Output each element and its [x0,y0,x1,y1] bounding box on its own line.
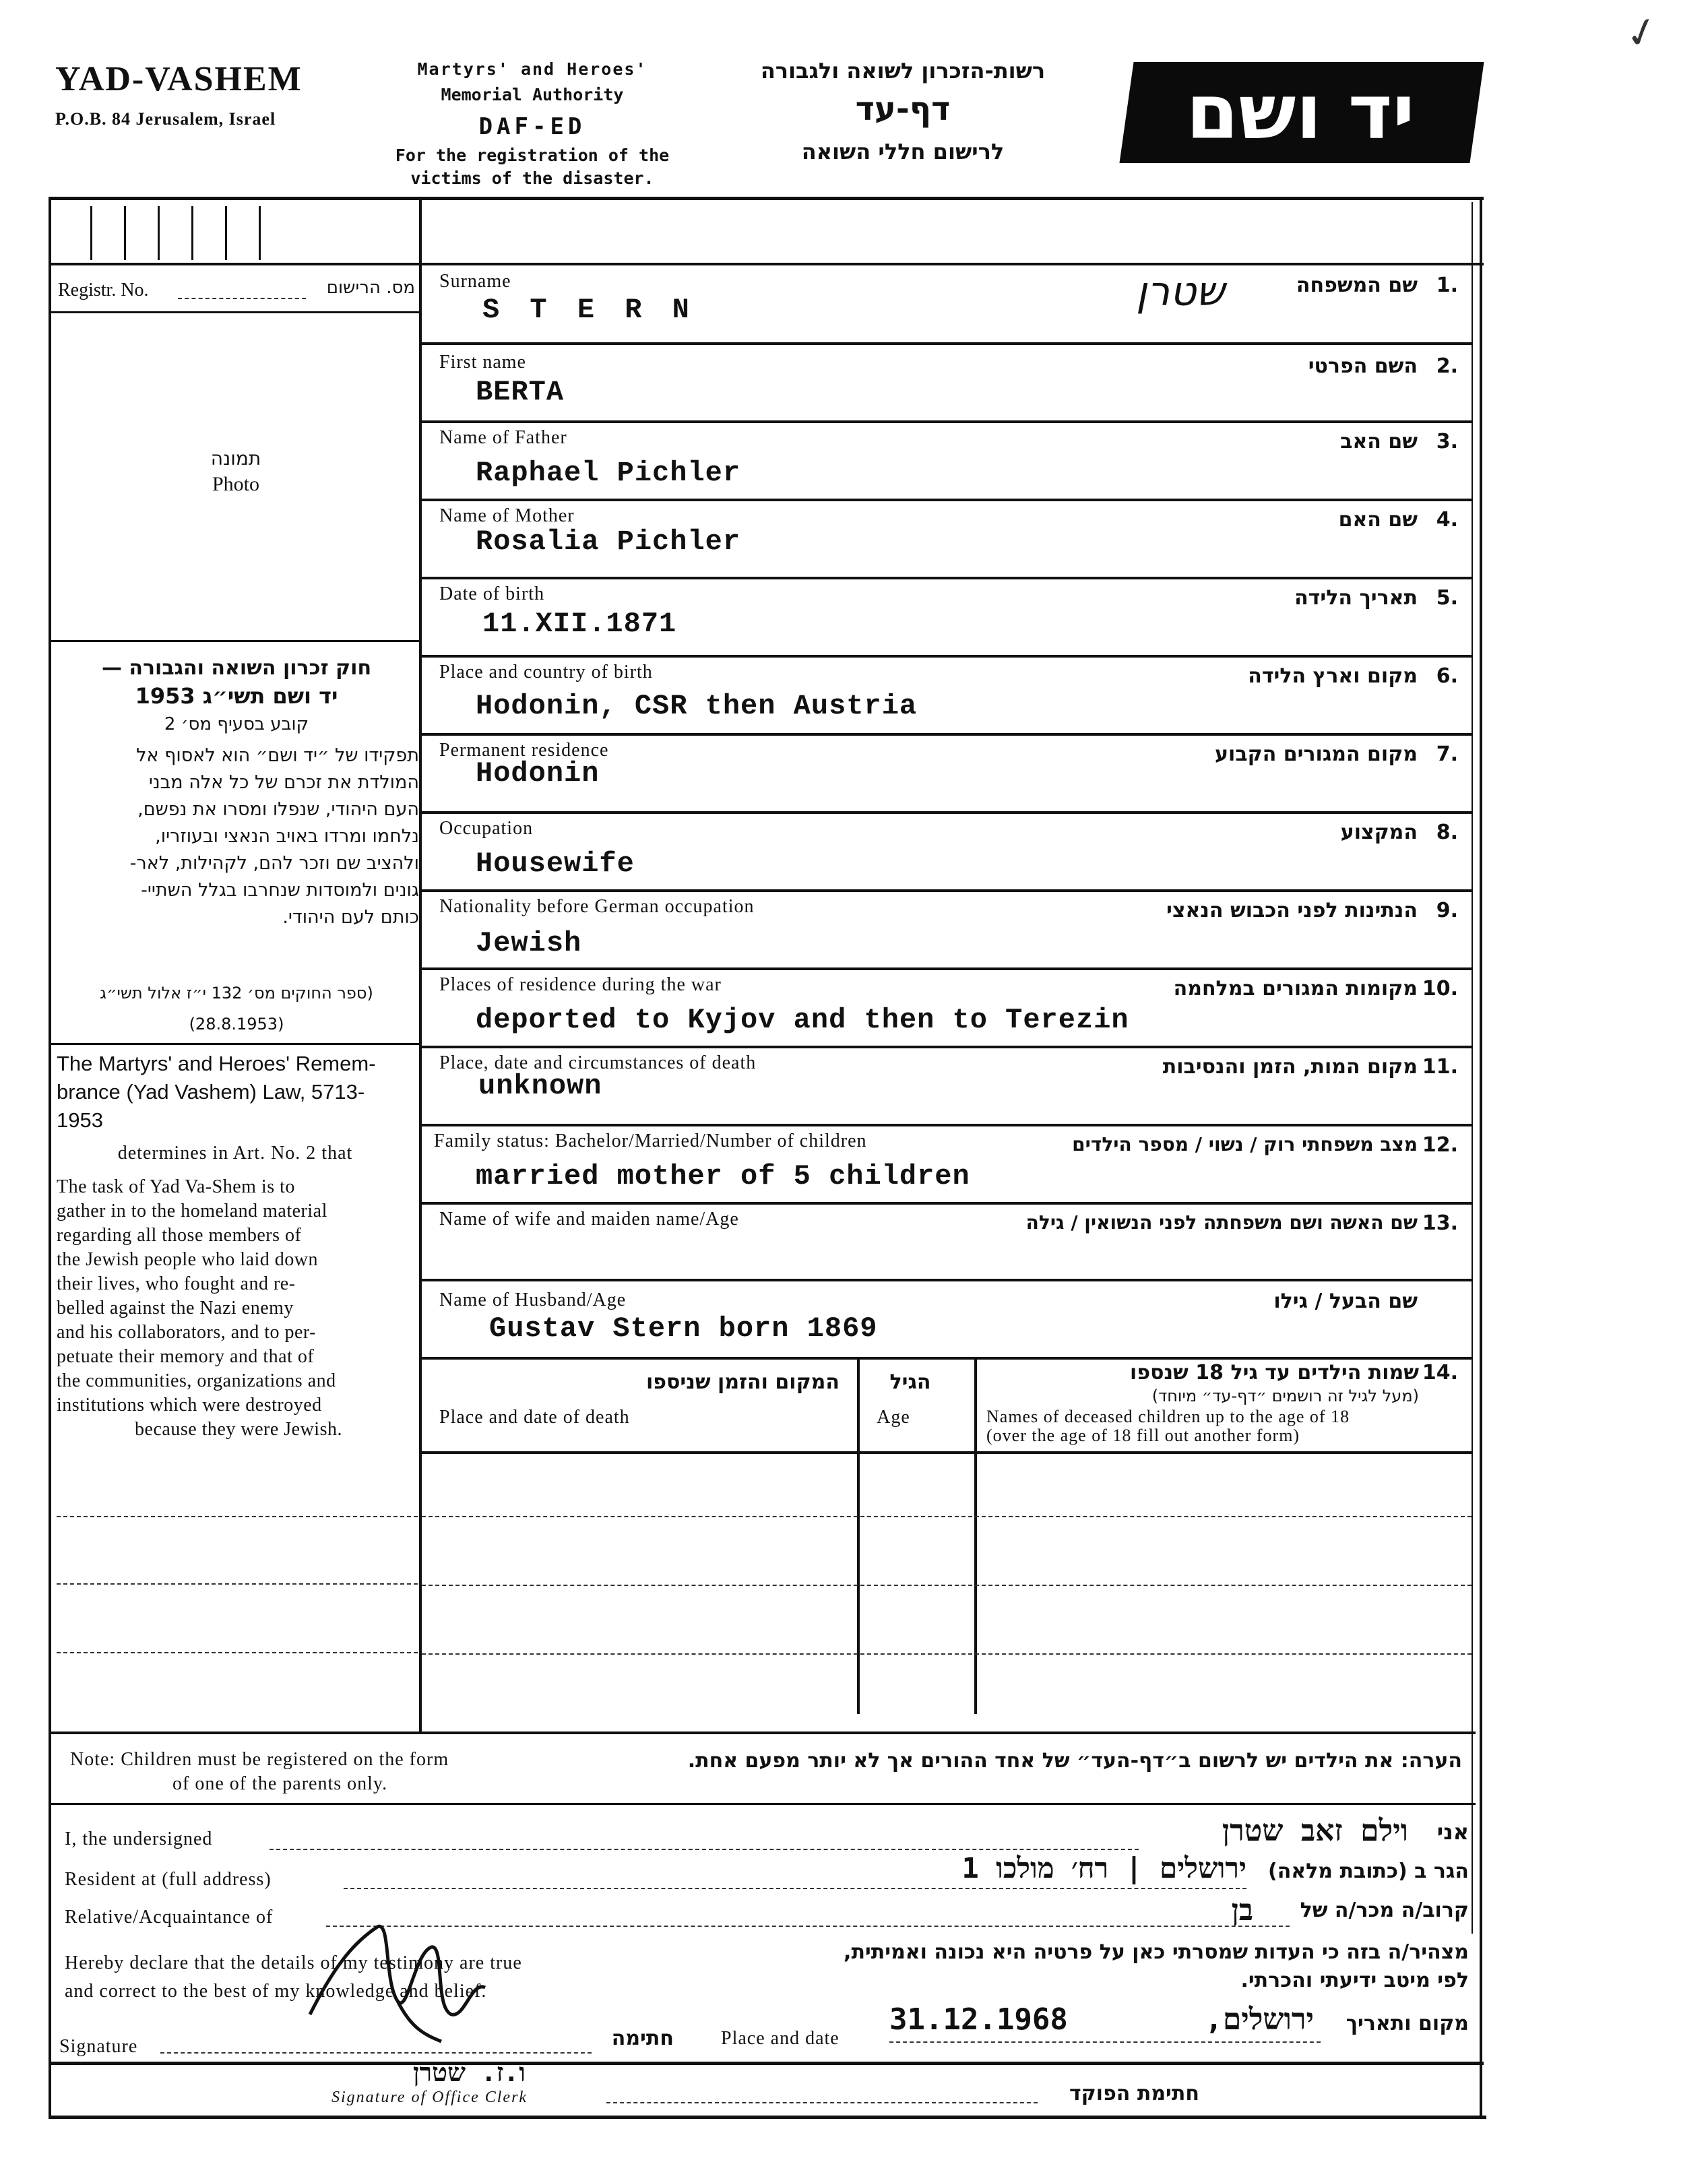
law-he-title2: יד ושם תשי״ג 1953 [135,683,338,709]
declare-he-line2: לפי מיטב ידיעתי והכרתי. [1240,1969,1469,1992]
father-value[interactable]: Raphael Pichler [476,457,741,489]
birth-place-value[interactable]: Hodonin, CSR then Austria [476,690,918,722]
field-nationality[interactable]: Nationality before German occupation הנתינות לפני הכבוש הנאצי 9. Jewish [422,889,1472,970]
field-death[interactable]: Place, date and circumstances of death מקום המות, הזמן והנסיבות 11. unknown [422,1046,1472,1126]
undersigned-field-line[interactable] [270,1849,1139,1850]
declare-en-line1: Hereby declare that the details of my testimony are true [65,1952,522,1973]
photo-he: תמונה [210,447,261,470]
declare-en-line2: and correct to the best of my knowledge and belief. [65,1981,487,2002]
children-title-en: Names of deceased children up to the age of 18 [986,1407,1350,1426]
authority-line1: Martyrs' and Heroes' [417,59,647,79]
signature-he: חתימה [611,2027,674,2050]
table-bottom-line [49,1732,1476,1734]
place-date-en: Place and date [721,2028,840,2049]
law-he-date: (28.8.1953) [189,1015,284,1034]
surname-handwritten: שטרן [1136,268,1225,315]
field-surname[interactable]: Surname שם המשפחה 1. S T E R N שטרן [422,264,1472,345]
law-en-art: determines in Art. No. 2 that [117,1143,353,1164]
birth-date-value[interactable]: 11.XII.1871 [482,608,677,640]
purpose-line1: For the registration of the [395,146,670,165]
field-husband[interactable]: Name of Husband/Age שם הבעל / גילו Gustav Stern born 1869 [422,1279,1472,1360]
children-table [422,1357,1472,1714]
field-birth-date[interactable]: Date of birth תאריך הלידה 5. 11.XII.1871 [422,577,1472,658]
law-en-title: The Martyrs' and Heroes' Remem- brance (Yad Vashem) Law, 5713- 1953 [57,1052,376,1132]
resident-he: הגר ב (כתובת מלאה) [1267,1860,1469,1883]
frame-top [49,197,1484,200]
law-divider [49,1043,422,1045]
undersigned-he: אני [1436,1819,1469,1845]
sidebar-row[interactable] [57,1583,418,1585]
frame-left [49,197,51,2065]
signature-scribble [296,1900,519,2055]
children-row[interactable] [422,1585,1472,1586]
field-birth-place[interactable]: Place and country of birth מקום וארץ הלידה 6. Hodonin, CSR then Austria [422,655,1472,736]
relative-value[interactable]: בן [1231,1893,1253,1928]
registration-boxes [62,202,412,261]
death-value[interactable]: unknown [478,1070,602,1102]
children-row[interactable] [422,1653,1472,1655]
org-name: YAD-VASHEM [55,60,303,98]
frame-right [1480,197,1482,2065]
clerk-he: חתימת הפוקד [1069,2082,1199,2105]
children-age-he: הגיל [889,1370,931,1394]
relative-en: Relative/Acquaintance of [65,1907,274,1928]
he-form-title: דף-עד [855,90,951,128]
children-sub-he: (מעל לגיל זה רושמים ״דף-עד״ מיוחד) [1151,1387,1419,1405]
surname-value[interactable]: S T E R N [482,294,696,326]
resident-value[interactable]: ירושלים | רח׳ מולכו 1 [961,1851,1246,1884]
residence-value[interactable]: Hodonin [476,757,600,790]
note-en-line1: Note: Children must be registered on the form [70,1749,449,1770]
clerk-signature-value: ו.ז. שטרן [412,2058,526,2087]
resident-en: Resident at (full address) [65,1869,272,1890]
field-father[interactable]: Name of Father שם האב 3. Raphael Pichler [422,420,1472,501]
clerk-field-line[interactable] [606,2102,1038,2103]
war-residence-value[interactable]: deported to Kyjov and then to Terezin [476,1004,1129,1036]
logo-text: יד ושם [1186,69,1415,156]
frame-left-footer [49,2062,51,2119]
purpose-line2: victims of the disaster. [410,168,654,188]
children-num: 14. [1422,1361,1458,1385]
form-title: DAF-ED [478,113,586,140]
relative-he: קרוב/ה מכר/ה של [1300,1899,1469,1922]
field-first-name[interactable]: First name השם הפרטי 2. BERTA [422,342,1472,423]
frame-right-footer [1480,2062,1482,2119]
registr-he: מס. הרישום [326,278,415,298]
family-status-value[interactable]: married mother of 5 children [476,1160,970,1193]
frame-bottom [49,2062,1484,2065]
nationality-value[interactable]: Jewish [476,927,582,959]
field-family-status[interactable]: Family status: Bachelor/Married/Number of children מצב משפחתי רוק / נשוי / מספר הילדים 12. married mother of 5 children [422,1124,1472,1205]
children-title-he: שמות הילדים עד גיל 18 שנספו [1130,1361,1419,1385]
mother-value[interactable]: Rosalia Pichler [476,526,741,558]
place-date-value[interactable]: 31.12.1968 [889,2002,1068,2037]
children-death-en: Place and date of death [439,1407,630,1428]
authority-line2: Memorial Authority [441,85,624,104]
place-value[interactable]: ירושלים, [1205,2002,1314,2037]
signature-en: Signature [59,2036,138,2057]
field-wife[interactable]: Name of wife and maiden name/Age שם האשה ושם משפחתה לפני הנשואין / גילה 13. [422,1202,1472,1281]
law-he-ref: (ספר החוקים מס׳ 132 י״ז אלול תשי״ג [100,984,373,1003]
law-he-title3: קובע בסעיף מס׳ 2 [164,714,309,734]
clerk-en: Signature of Office Clerk [331,2089,528,2106]
field-residence[interactable]: Permanent residence מקום המגורים הקבוע 7. Hodonin [422,733,1472,814]
registr-field-line[interactable] [178,298,306,299]
field-occupation[interactable]: Occupation המקצוע 8. Housewife [422,811,1472,892]
note-line [49,1803,1476,1805]
he-purpose: לרישום חללי השואה [801,139,1005,164]
declare-he-line1: מצהיר/ה בזה כי העדות שמסרתי כאן על פרטיה היא נכונה ואמיתית, [844,1940,1469,1964]
field-war-residence[interactable]: Places of residence during the war מקומות המגורים במלחמה 10. deported to Kyjov and then to Terezin [422,967,1472,1048]
children-sub-en: (over the age of 18 fill out another form) [986,1426,1300,1445]
occupation-value[interactable]: Housewife [476,848,635,880]
registr-label: Registr. No. [58,280,149,300]
undersigned-en: I, the undersigned [65,1829,213,1849]
first-name-value[interactable]: BERTA [476,376,565,408]
field-mother[interactable]: Name of Mother שם האם 4. Rosalia Pichler [422,499,1472,579]
frame-footer [51,2116,1486,2119]
children-death-he: המקום והזמן שניספו [645,1370,840,1394]
law-en-body: The task of Yad Va-Shem is to gather in to the homeland material regarding all those members of the Jewish people who laid down their lives, who fought and re- belled against the Nazi enemy and his collaborators, and to per- petuate their memory and that of the communities, organizations and institutions which were destroyed because they were Jewish. [57,1176,342,1440]
photo-box-line [49,640,422,642]
law-he-body: תפקידו של ״יד ושם״ הוא לאסוף אל המולדת את זכרם של כל אלה מבני העם היהודי, שנפלו ומסרו את נפשם, נלחמו ומרדו באויב הנאצי ובעוזריו, ולהציב שם וזכר להם, לקהילות, לאר- גונים ולמוסדות שנחרבו בגלל השתיי- כותם לעם היהודי. [129,745,419,928]
registr-line [49,311,422,313]
frame-right-inner [1472,202,1473,1934]
children-age-en: Age [877,1407,910,1428]
children-row[interactable] [422,1516,1472,1517]
husband-value[interactable]: Gustav Stern born 1869 [489,1312,878,1345]
sidebar-row[interactable] [57,1516,418,1517]
place-date-he: מקום ותאריך [1346,2012,1469,2035]
signature-field-line[interactable] [160,2052,592,2054]
note-he: הערה: את הילדים יש לרשום ב״דף-העד״ של אחד ההורים אך לא יותר מפעם אחת. [687,1749,1462,1773]
resident-field-line[interactable] [344,1888,1246,1889]
undersigned-value[interactable]: וילם זאב שטרן [1222,1814,1408,1848]
law-he-title1: חוק זכרון השואה והגבורה — [101,656,372,680]
org-address: P.O.B. 84 Jerusalem, Israel [55,109,276,129]
photo-en: Photo [212,473,260,495]
place-date-field-line[interactable] [889,2041,1321,2043]
he-authority: רשות-הזכרון לשואה ולגבורה [760,58,1046,84]
sidebar-row[interactable] [57,1652,418,1653]
check-mark-icon: ✓ [1619,5,1665,61]
note-en-line2: of one of the parents only. [172,1773,388,1794]
